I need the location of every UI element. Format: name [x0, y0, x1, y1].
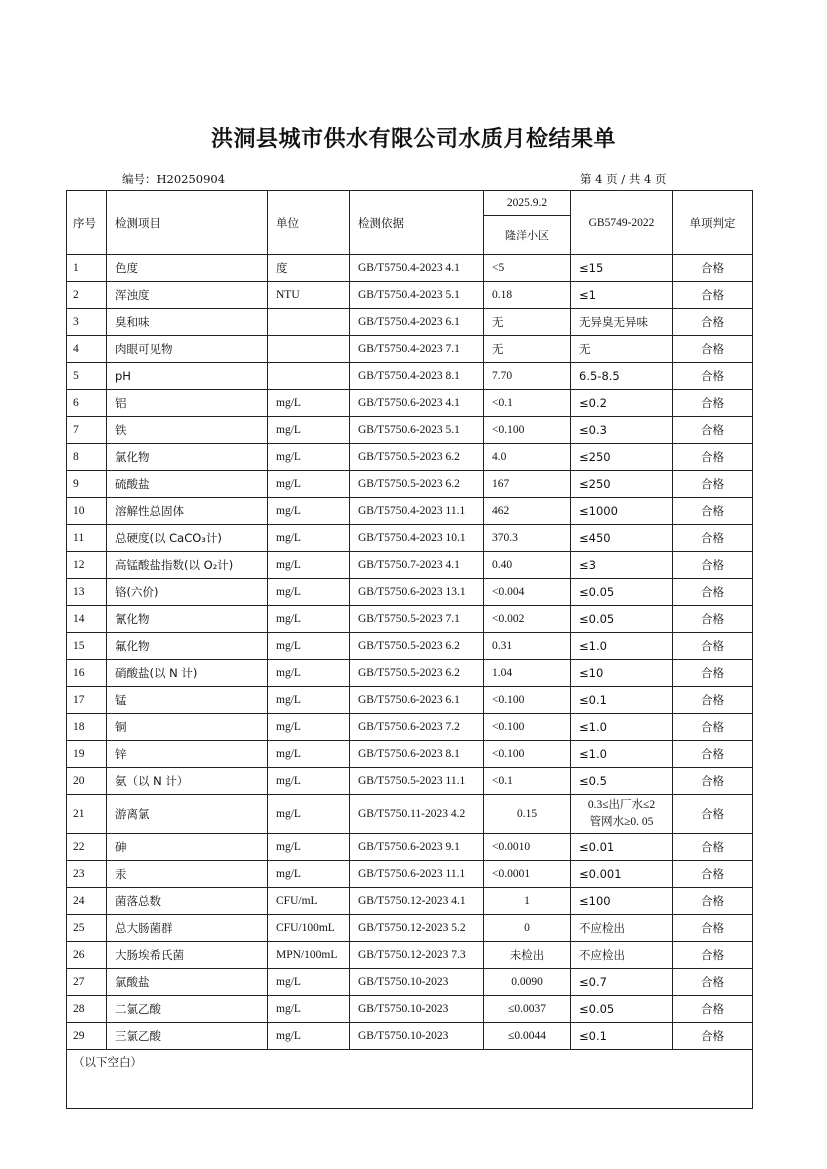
cell-result: 7.70: [484, 363, 571, 390]
cell-result: ≤0.0044: [484, 1023, 571, 1050]
table-row: [67, 552, 753, 579]
cell-unit: CFU/mL: [268, 888, 350, 915]
header-standard: GB5749-2022: [571, 191, 673, 255]
table-row: [67, 687, 753, 714]
cell-method: GB/T5750.4-2023 7.1: [350, 336, 484, 363]
cell-result: 未检出: [484, 942, 571, 969]
cell-result: <0.1: [484, 390, 571, 417]
cell-limit: ≤1.0: [571, 741, 673, 768]
cell-unit: mg/L: [268, 606, 350, 633]
cell-unit: mg/L: [268, 660, 350, 687]
cell-seq: 15: [67, 633, 107, 660]
cell-judgement: 合格: [673, 996, 753, 1023]
table-row: [67, 942, 753, 969]
cell-item: 氟化物: [107, 633, 268, 660]
cell-unit: mg/L: [268, 444, 350, 471]
cell-limit: ≤0.3: [571, 417, 673, 444]
table-row: [67, 363, 753, 390]
results-body: [67, 255, 753, 1050]
cell-judgement: 合格: [673, 741, 753, 768]
table-row: [67, 444, 753, 471]
table-row: [67, 915, 753, 942]
cell-method: GB/T5750.4-2023 6.1: [350, 309, 484, 336]
header-seq: 序号: [67, 191, 107, 255]
results-table: [66, 190, 753, 1109]
page-indicator: 第 4 页 / 共 4 页: [580, 172, 667, 186]
cell-method: GB/T5750.4-2023 10.1: [350, 525, 484, 552]
cell-judgement: 合格: [673, 552, 753, 579]
cell-item: 氯酸盐: [107, 969, 268, 996]
cell-item: 高锰酸盐指数(以 O₂计): [107, 552, 268, 579]
cell-item: 氰化物: [107, 606, 268, 633]
cell-method: GB/T5750.5-2023 7.1: [350, 606, 484, 633]
cell-item: 氯化物: [107, 444, 268, 471]
document-title: 洪洞县城市供水有限公司水质月检结果单: [210, 127, 616, 152]
cell-result: 1.04: [484, 660, 571, 687]
cell-seq: 13: [67, 579, 107, 606]
cell-limit: ≤0.7: [571, 969, 673, 996]
cell-limit: ≤0.05: [571, 996, 673, 1023]
cell-result: <0.0001: [484, 861, 571, 888]
cell-judgement: 合格: [673, 942, 753, 969]
cell-method: GB/T5750.6-2023 5.1: [350, 417, 484, 444]
cell-method: GB/T5750.10-2023: [350, 1023, 484, 1050]
cell-result: <5: [484, 255, 571, 282]
cell-method: GB/T5750.5-2023 6.2: [350, 660, 484, 687]
cell-limit: ≤0.05: [571, 606, 673, 633]
cell-item: 色度: [107, 255, 268, 282]
cell-limit: ≤0.05: [571, 579, 673, 606]
cell-unit: mg/L: [268, 390, 350, 417]
cell-seq: 10: [67, 498, 107, 525]
cell-judgement: 合格: [673, 915, 753, 942]
cell-result: <0.100: [484, 714, 571, 741]
document-number: 编号：H20250904: [122, 172, 226, 186]
cell-judgement: 合格: [673, 417, 753, 444]
table-row: [67, 255, 753, 282]
cell-result: 1: [484, 888, 571, 915]
cell-seq: 7: [67, 417, 107, 444]
cell-seq: 20: [67, 768, 107, 795]
cell-judgement: 合格: [673, 336, 753, 363]
table-row: [67, 1023, 753, 1050]
cell-judgement: 合格: [673, 687, 753, 714]
cell-seq: 2: [67, 282, 107, 309]
cell-item: 总大肠菌群: [107, 915, 268, 942]
cell-seq: 4: [67, 336, 107, 363]
cell-result: <0.004: [484, 579, 571, 606]
cell-unit: mg/L: [268, 795, 350, 834]
cell-seq: 1: [67, 255, 107, 282]
cell-limit: ≤10: [571, 660, 673, 687]
cell-method: GB/T5750.12-2023 7.3: [350, 942, 484, 969]
table-row: [67, 498, 753, 525]
cell-method: GB/T5750.6-2023 6.1: [350, 687, 484, 714]
cell-result: 无: [484, 309, 571, 336]
cell-result: <0.002: [484, 606, 571, 633]
header-row: [67, 191, 753, 216]
cell-seq: 27: [67, 969, 107, 996]
cell-unit: mg/L: [268, 633, 350, 660]
cell-judgement: 合格: [673, 606, 753, 633]
cell-judgement: 合格: [673, 660, 753, 687]
cell-result: <0.100: [484, 417, 571, 444]
cell-limit: 无异臭无异味: [571, 309, 673, 336]
cell-method: GB/T5750.5-2023 6.2: [350, 471, 484, 498]
cell-unit: mg/L: [268, 741, 350, 768]
cell-judgement: 合格: [673, 579, 753, 606]
table-row: [67, 795, 753, 834]
cell-limit: ≤0.001: [571, 861, 673, 888]
cell-result: 0.0090: [484, 969, 571, 996]
cell-unit: mg/L: [268, 471, 350, 498]
cell-method: GB/T5750.4-2023 4.1: [350, 255, 484, 282]
limit-line-2: 管网水≥0. 05: [589, 816, 654, 828]
cell-judgement: 合格: [673, 795, 753, 834]
cell-unit: CFU/100mL: [268, 915, 350, 942]
cell-limit: ≤15: [571, 255, 673, 282]
cell-limit: ≤0.1: [571, 1023, 673, 1050]
cell-method: GB/T5750.12-2023 4.1: [350, 888, 484, 915]
header-method: 检测依据: [350, 191, 484, 255]
cell-unit: NTU: [268, 282, 350, 309]
cell-judgement: 合格: [673, 471, 753, 498]
cell-method: GB/T5750.4-2023 11.1: [350, 498, 484, 525]
cell-unit: [268, 309, 350, 336]
cell-limit: ≤1000: [571, 498, 673, 525]
cell-judgement: 合格: [673, 363, 753, 390]
cell-unit: [268, 336, 350, 363]
cell-item: pH: [107, 363, 268, 390]
cell-method: GB/T5750.4-2023 5.1: [350, 282, 484, 309]
cell-limit: ≤100: [571, 888, 673, 915]
cell-item: 铬(六价): [107, 579, 268, 606]
cell-unit: mg/L: [268, 1023, 350, 1050]
cell-judgement: 合格: [673, 444, 753, 471]
cell-judgement: 合格: [673, 282, 753, 309]
cell-result: 0: [484, 915, 571, 942]
cell-seq: 21: [67, 795, 107, 834]
cell-result: 0.15: [484, 795, 571, 834]
cell-unit: mg/L: [268, 861, 350, 888]
table-row: [67, 390, 753, 417]
cell-seq: 12: [67, 552, 107, 579]
cell-method: GB/T5750.5-2023 6.2: [350, 633, 484, 660]
cell-limit: ≤0.01: [571, 834, 673, 861]
cell-limit: 6.5-8.5: [571, 363, 673, 390]
cell-unit: mg/L: [268, 579, 350, 606]
cell-seq: 23: [67, 861, 107, 888]
cell-judgement: 合格: [673, 861, 753, 888]
table-row: [67, 660, 753, 687]
cell-result: 462: [484, 498, 571, 525]
cell-seq: 24: [67, 888, 107, 915]
cell-seq: 25: [67, 915, 107, 942]
table-row: [67, 861, 753, 888]
table-row: [67, 633, 753, 660]
cell-item: 三氯乙酸: [107, 1023, 268, 1050]
cell-judgement: 合格: [673, 255, 753, 282]
cell-judgement: 合格: [673, 714, 753, 741]
cell-judgement: 合格: [673, 525, 753, 552]
cell-unit: mg/L: [268, 417, 350, 444]
table-row: [67, 768, 753, 795]
cell-method: GB/T5750.6-2023 7.2: [350, 714, 484, 741]
cell-limit: ≤250: [571, 471, 673, 498]
cell-item: 游离氯: [107, 795, 268, 834]
remark-row: [67, 1050, 753, 1109]
cell-unit: mg/L: [268, 969, 350, 996]
cell-judgement: 合格: [673, 309, 753, 336]
cell-method: GB/T5750.10-2023: [350, 996, 484, 1023]
cell-result: 370.3: [484, 525, 571, 552]
cell-method: GB/T5750.6-2023 13.1: [350, 579, 484, 606]
cell-limit: ≤3: [571, 552, 673, 579]
cell-result: ≤0.0037: [484, 996, 571, 1023]
cell-judgement: 合格: [673, 888, 753, 915]
cell-method: GB/T5750.6-2023 11.1: [350, 861, 484, 888]
cell-seq: 28: [67, 996, 107, 1023]
table-row: [67, 525, 753, 552]
cell-unit: mg/L: [268, 525, 350, 552]
cell-unit: mg/L: [268, 714, 350, 741]
cell-judgement: 合格: [673, 1023, 753, 1050]
header-unit: 单位: [268, 191, 350, 255]
cell-result: <0.100: [484, 741, 571, 768]
table-row: [67, 606, 753, 633]
cell-unit: mg/L: [268, 834, 350, 861]
cell-seq: 29: [67, 1023, 107, 1050]
table-row: [67, 741, 753, 768]
cell-limit: ≤1.0: [571, 633, 673, 660]
cell-seq: 18: [67, 714, 107, 741]
cell-unit: mg/L: [268, 996, 350, 1023]
cell-judgement: 合格: [673, 834, 753, 861]
cell-seq: 22: [67, 834, 107, 861]
cell-limit: ≤250: [571, 444, 673, 471]
cell-result: 167: [484, 471, 571, 498]
cell-seq: 16: [67, 660, 107, 687]
cell-result: 4.0: [484, 444, 571, 471]
table-row: [67, 969, 753, 996]
table-row: [67, 336, 753, 363]
cell-seq: 5: [67, 363, 107, 390]
table-row: [67, 309, 753, 336]
table-row: [67, 834, 753, 861]
cell-item: 锰: [107, 687, 268, 714]
cell-item: 二氯乙酸: [107, 996, 268, 1023]
cell-item: 溶解性总固体: [107, 498, 268, 525]
cell-method: GB/T5750.4-2023 8.1: [350, 363, 484, 390]
cell-method: GB/T5750.5-2023 11.1: [350, 768, 484, 795]
cell-result: <0.1: [484, 768, 571, 795]
cell-judgement: 合格: [673, 633, 753, 660]
header-site: 隆洋小区: [484, 216, 571, 255]
cell-item: 砷: [107, 834, 268, 861]
cell-unit: mg/L: [268, 498, 350, 525]
cell-method: GB/T5750.7-2023 4.1: [350, 552, 484, 579]
cell-unit: mg/L: [268, 687, 350, 714]
cell-unit: 度: [268, 255, 350, 282]
cell-item: 总硬度(以 CaCO₃计): [107, 525, 268, 552]
cell-item: 浑浊度: [107, 282, 268, 309]
cell-seq: 3: [67, 309, 107, 336]
cell-seq: 19: [67, 741, 107, 768]
cell-method: GB/T5750.11-2023 4.2: [350, 795, 484, 834]
cell-limit: [571, 795, 673, 834]
limit-line-1: 0.3≤出厂水≤2: [587, 799, 656, 811]
cell-item: 硝酸盐(以 N 计): [107, 660, 268, 687]
cell-item: 锌: [107, 741, 268, 768]
cell-limit: ≤0.2: [571, 390, 673, 417]
cell-seq: 11: [67, 525, 107, 552]
cell-result: 0.31: [484, 633, 571, 660]
cell-item: 铜: [107, 714, 268, 741]
cell-method: GB/T5750.6-2023 9.1: [350, 834, 484, 861]
cell-unit: mg/L: [268, 768, 350, 795]
cell-limit: 无: [571, 336, 673, 363]
header-date: 2025.9.2: [484, 191, 571, 216]
header-judgement: 单项判定: [673, 191, 753, 255]
cell-item: 汞: [107, 861, 268, 888]
cell-seq: 17: [67, 687, 107, 714]
cell-limit: ≤0.5: [571, 768, 673, 795]
table-row: [67, 888, 753, 915]
table-row: [67, 282, 753, 309]
remark-text: （以下空白）: [67, 1050, 753, 1109]
table-row: [67, 996, 753, 1023]
cell-unit: mg/L: [268, 552, 350, 579]
cell-judgement: 合格: [673, 390, 753, 417]
cell-method: GB/T5750.6-2023 4.1: [350, 390, 484, 417]
cell-limit: 不应检出: [571, 915, 673, 942]
cell-item: 硫酸盐: [107, 471, 268, 498]
cell-seq: 26: [67, 942, 107, 969]
table-row: [67, 579, 753, 606]
cell-method: GB/T5750.10-2023: [350, 969, 484, 996]
cell-limit: ≤450: [571, 525, 673, 552]
cell-limit: ≤1.0: [571, 714, 673, 741]
cell-method: GB/T5750.6-2023 8.1: [350, 741, 484, 768]
table-row: [67, 417, 753, 444]
table-row: [67, 714, 753, 741]
cell-result: 0.18: [484, 282, 571, 309]
cell-seq: 14: [67, 606, 107, 633]
cell-seq: 9: [67, 471, 107, 498]
cell-item: 铝: [107, 390, 268, 417]
cell-limit: 不应检出: [571, 942, 673, 969]
cell-item: 氨（以 N 计）: [107, 768, 268, 795]
cell-judgement: 合格: [673, 969, 753, 996]
cell-item: 肉眼可见物: [107, 336, 268, 363]
cell-result: <0.0010: [484, 834, 571, 861]
cell-item: 铁: [107, 417, 268, 444]
cell-unit: [268, 363, 350, 390]
cell-method: GB/T5750.12-2023 5.2: [350, 915, 484, 942]
cell-item: 大肠埃希氏菌: [107, 942, 268, 969]
cell-result: 0.40: [484, 552, 571, 579]
cell-judgement: 合格: [673, 498, 753, 525]
cell-limit: ≤1: [571, 282, 673, 309]
cell-limit: ≤0.1: [571, 687, 673, 714]
header-item: 检测项目: [107, 191, 268, 255]
cell-unit: MPN/100mL: [268, 942, 350, 969]
cell-seq: 6: [67, 390, 107, 417]
cell-method: GB/T5750.5-2023 6.2: [350, 444, 484, 471]
table-row: [67, 471, 753, 498]
cell-result: <0.100: [484, 687, 571, 714]
cell-seq: 8: [67, 444, 107, 471]
cell-item: 菌落总数: [107, 888, 268, 915]
cell-judgement: 合格: [673, 768, 753, 795]
cell-result: 无: [484, 336, 571, 363]
cell-item: 臭和味: [107, 309, 268, 336]
